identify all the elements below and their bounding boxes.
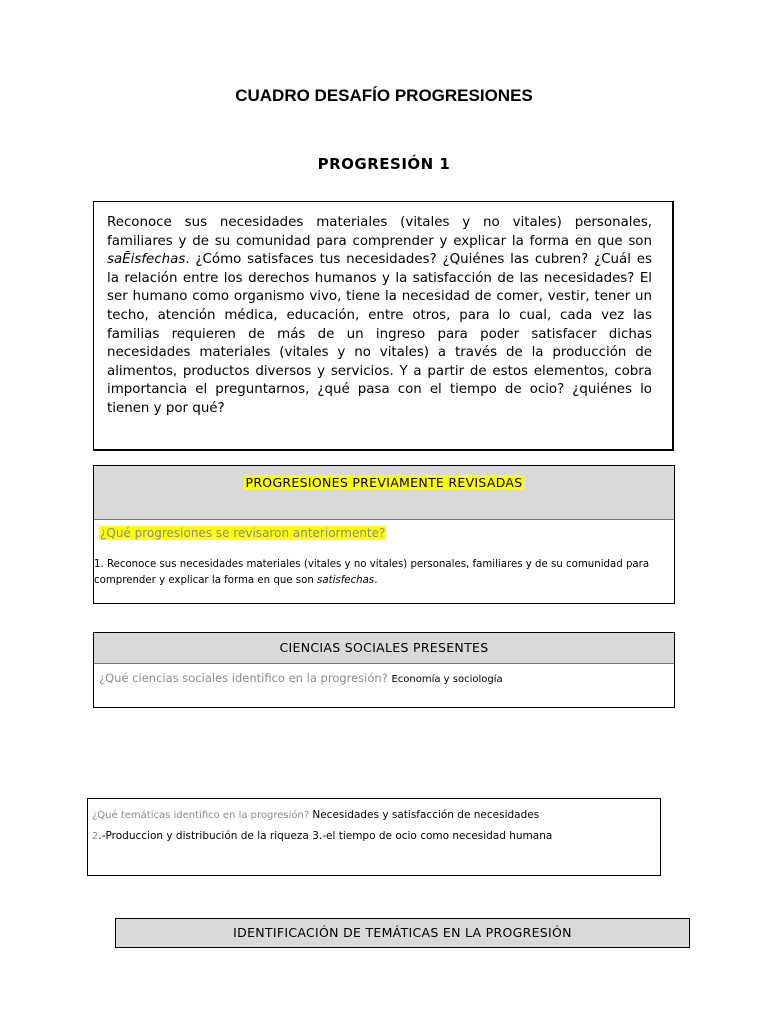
previous-progressions-box	[93, 465, 675, 604]
social-sciences-box	[93, 632, 675, 708]
previous-answer-text-2: .	[374, 575, 378, 586]
social-sciences-answer: Economía y sociología	[391, 674, 503, 685]
themes-row-1	[92, 805, 660, 826]
previous-answer-text-1: 1. Reconoce sus necesidades materiales (vitales y no vitales) personales, familiares y de su comunidad para comprender y explicar la forma en que son	[94, 559, 650, 586]
themes-box	[87, 798, 661, 876]
social-sciences-question: ¿Qué ciencias sociales identifico en la progresión?	[99, 671, 392, 685]
themes-answer: Necesidades y satisfacción de necesidades	[312, 809, 540, 821]
previous-progressions-header	[94, 466, 674, 520]
themes-line2-text: .-Produccion y distribución de la riqueza 3.-el tiempo de ocio como necesidad humana	[98, 830, 553, 842]
social-sciences-row	[94, 664, 674, 685]
progression-text-1: Reconoce sus necesidades materiales (vitales y no vitales) personales, familiares y de su comunidad para comprender y explicar la forma en que son	[107, 215, 652, 249]
previous-answer-italic: satisfechas	[317, 575, 375, 586]
previous-progressions-answer	[94, 557, 674, 589]
page-title: CUADRO DESAFÍO PROGRESIONES	[235, 86, 533, 105]
progression-text-2: . ¿Cómo satisfaces tus necesidades? ¿Quiénes las cubren? ¿Cuál es la relación entre los derechos humanos y la satisfacción de las necesidades? El ser humano como organismo vivo, tiene la necesidad de comer, vestir, tener un techo, atención médica, educación, entre otros, para lo cual, cada vez las familias requieren de más de un ingreso para poder satisfacer dichas necesidades materiales (vitales y no vitales) a través de la producción de alimentos, productos diversos y servicios. Y a partir de estos elementos, cobra importancia el preguntarnos, ¿qué pasa con el tiempo de ocio? ¿quiénes lo tienen y por qué?	[107, 252, 652, 416]
identification-header: IDENTIFICACIÓN DE TEMÁTICAS EN LA PROGRESIÓN	[115, 918, 690, 948]
themes-row-2	[92, 826, 660, 847]
progression-title: PROGRESIÓN 1	[317, 155, 451, 173]
previous-progressions-question: ¿Qué progresiones se revisaron anteriormente?	[100, 526, 386, 540]
themes-question: ¿Qué temáticas identifico en la progresión?	[92, 810, 313, 821]
progression-text-italic: saĒisfechas	[107, 252, 186, 268]
social-sciences-header: CIENCIAS SOCIALES PRESENTES	[94, 633, 674, 664]
themes-line2-number: 2	[92, 831, 99, 842]
progression-description-box	[93, 201, 674, 451]
previous-progressions-header-label: PROGRESIONES PREVIAMENTE REVISADAS	[245, 475, 523, 490]
